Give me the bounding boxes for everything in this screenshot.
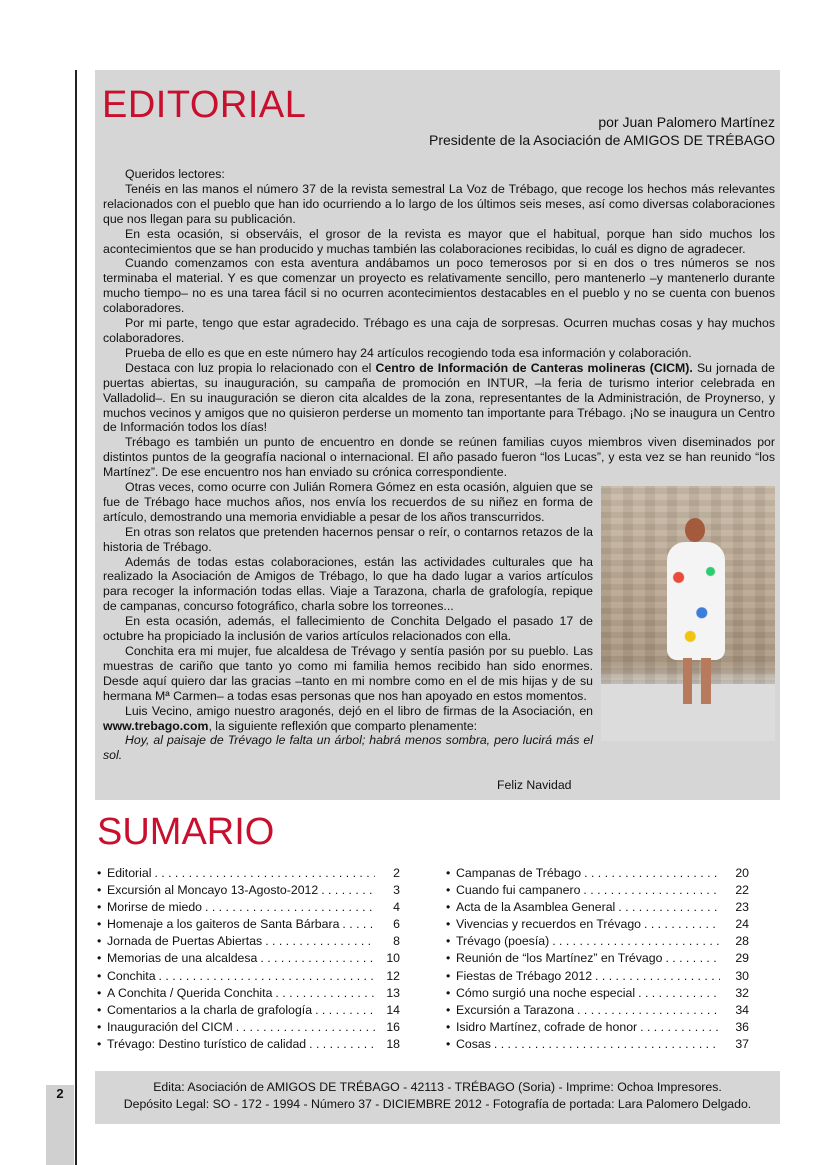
bullet-icon: • bbox=[446, 985, 451, 1000]
toc-entry-label: Memorias de una alcaldesa bbox=[107, 951, 258, 966]
toc-entry-label: Homenaje a los gaiteros de Santa Bárbara bbox=[107, 917, 340, 932]
bullet-icon: • bbox=[446, 1002, 451, 1017]
toc-entry-page: 30 bbox=[735, 968, 749, 983]
website-link[interactable]: www.trebago.com bbox=[103, 718, 209, 733]
toc-leader-dots bbox=[154, 866, 375, 880]
toc-entry[interactable] bbox=[97, 951, 400, 968]
greeting: Queridos lectores: bbox=[125, 167, 225, 181]
toc-entry[interactable] bbox=[97, 883, 400, 900]
toc-entry-page: 29 bbox=[735, 951, 749, 966]
toc-entry-page: 12 bbox=[386, 968, 400, 983]
toc-entry-label: Cuando fui campanero bbox=[456, 883, 581, 898]
toc-entry[interactable] bbox=[446, 951, 749, 968]
toc-leader-dots bbox=[595, 969, 720, 983]
paragraph: Cuando comenzamos con esta aventura andábamos un poco temerosos por si en dos o tres números se nos terminaba el material. Y es que comenzar un proyecto es relativamente sencillo, pero mantenerlo –y mantenerlo durante mucho tiempo– no es una tarea fácil si no ocurren acontecimientos destacables en el pueblo y no se cuenta con buenos colaboradores. bbox=[103, 256, 775, 316]
toc-leader-dots bbox=[159, 969, 375, 983]
toc-leader-dots bbox=[644, 917, 720, 931]
toc-leader-dots bbox=[640, 1020, 720, 1034]
toc-entry-label: Trévago (poesía) bbox=[456, 934, 550, 949]
bullet-icon: • bbox=[97, 985, 102, 1000]
toc-entry-label: Conchita bbox=[107, 968, 156, 983]
toc-entry-page: 14 bbox=[386, 1002, 400, 1017]
paragraph: En esta ocasión, además, el fallecimiento de Conchita Delgado el pasado 17 de octubre ha propiciado la inclusión de varios artículos relacionados con ella. bbox=[103, 614, 593, 644]
toc-entry-page: 32 bbox=[735, 985, 749, 1000]
bullet-icon: • bbox=[446, 866, 451, 880]
toc-entry-page: 4 bbox=[393, 900, 400, 915]
paragraph: En esta ocasión, si observáis, el grosor de la revista es mayor que el habitual, porque han sido muchos los acontecimientos que se han producido y muchas también las colaboraciones recibidas, lo cuál es digno de agradecer. bbox=[103, 226, 775, 256]
closing-greeting: Feliz Navidad bbox=[497, 778, 572, 792]
toc-left-column bbox=[97, 866, 400, 1054]
toc-entry-label: Acta de la Asamblea General bbox=[456, 900, 616, 915]
toc-leader-dots bbox=[321, 883, 375, 897]
toc-entry-page: 36 bbox=[735, 1019, 749, 1034]
bullet-icon: • bbox=[446, 900, 451, 915]
paragraph: En otras son relatos que pretenden hacernos pensar o reír, o contarnos retazos de la historia de Trébago. bbox=[103, 524, 593, 554]
toc-entry-label: A Conchita / Querida Conchita bbox=[107, 985, 273, 1000]
bullet-icon: • bbox=[446, 1036, 451, 1051]
editorial-byline bbox=[429, 113, 775, 149]
toc-entry[interactable] bbox=[97, 900, 400, 917]
bullet-icon: • bbox=[446, 934, 451, 949]
toc-entry[interactable] bbox=[97, 934, 400, 951]
paragraph-cicm bbox=[103, 361, 775, 436]
toc-entry[interactable] bbox=[446, 1037, 749, 1054]
paragraph: Por mi parte, tengo que estar agradecido. Trébago es una caja de sorpresas. Ocurren muchas cosas y hay muchos colaboradores. bbox=[103, 316, 775, 345]
bullet-icon: • bbox=[97, 968, 102, 983]
bullet-icon: • bbox=[446, 883, 451, 898]
toc-entry-page: 6 bbox=[393, 917, 400, 932]
bullet-icon: • bbox=[97, 1019, 102, 1034]
paragraph: Otras veces, como ocurre con Julián Romera Gómez en esta ocasión, alguien que se fue de Trébago hace muchos años, nos envía los recuerdos de su niñez en forma de artículo, demostrando una memoria envidiable a pesar de los años transcurridos. bbox=[103, 480, 593, 524]
toc-entry-label: Morirse de miedo bbox=[107, 900, 202, 915]
cicm-name: Centro de Información de Canteras molineras (CICM). bbox=[375, 360, 693, 375]
toc-entry[interactable] bbox=[446, 866, 749, 883]
toc-entry-label: Isidro Martínez, cofrade de honor bbox=[456, 1019, 638, 1034]
toc-right-column bbox=[446, 866, 749, 1054]
bullet-icon: • bbox=[97, 1036, 102, 1051]
bullet-icon: • bbox=[97, 900, 102, 915]
toc-leader-dots bbox=[494, 1037, 720, 1051]
bullet-icon: • bbox=[446, 917, 451, 932]
toc-entry-page: 37 bbox=[735, 1036, 749, 1051]
toc-leader-dots bbox=[265, 934, 375, 948]
toc-leader-dots bbox=[260, 951, 375, 965]
vertical-rule bbox=[75, 70, 77, 1165]
toc-leader-dots bbox=[584, 866, 720, 880]
toc-entry-label: Cómo surgió una noche especial bbox=[456, 985, 636, 1000]
toc-entry-label: Vivencias y recuerdos en Trévago bbox=[456, 917, 642, 932]
toc-entry-label: Reunión de “los Martínez” en Trévago bbox=[456, 951, 663, 966]
toc-entry-page: 8 bbox=[393, 934, 400, 949]
luis-text-after: , la siguiente reflexión que comparto plenamente: bbox=[208, 718, 478, 733]
toc-leader-dots bbox=[552, 934, 720, 948]
footer-line-legal: Depósito Legal: SO - 172 - 1994 - Número 37 - DICIEMBRE 2012 - Fotografía de portada: Lara Palomero Delgado. bbox=[123, 1097, 752, 1111]
toc-entry[interactable] bbox=[97, 1037, 400, 1054]
toc-leader-dots bbox=[342, 917, 375, 931]
toc-entry-label: Comentarios a la charla de grafología bbox=[107, 1002, 313, 1017]
toc-leader-dots bbox=[315, 1003, 375, 1017]
toc-entry-page: 3 bbox=[393, 883, 400, 898]
toc-entry-label: Excursión al Moncayo 13-Agosto-2012 bbox=[107, 883, 319, 898]
toc-entry-page: 16 bbox=[386, 1019, 400, 1034]
toc-entry-label: Editorial bbox=[107, 866, 152, 880]
toc-leader-dots bbox=[583, 883, 720, 897]
author-role: Presidente de la Asociación de AMIGOS DE TRÉBAGO bbox=[428, 132, 775, 148]
floral-dress bbox=[667, 542, 725, 660]
toc-entry[interactable] bbox=[97, 1020, 400, 1037]
toc-entry[interactable] bbox=[97, 917, 400, 934]
toc-entry-label: Trévago: Destino turístico de calidad bbox=[107, 1036, 307, 1051]
quote: Hoy, al paisaje de Trévago le falta un árbol; habrá menos sombra, pero lucirá más el sol. bbox=[103, 733, 593, 763]
paragraph: Conchita era mi mujer, fue alcaldesa de Trévago y sentía pasión por su pueblo. Las muestras de cariño que tanto yo como mi familia hemos recibido han sido enormes. Desde aquí quiero dar las gracias –tanto en mi nombre como en el de mis hijas y de su hermana Mª Carmen– a todas esas personas que nos han apoyado en estos momentos. bbox=[103, 644, 593, 703]
photo-woman-portrait bbox=[601, 486, 775, 741]
editorial-body bbox=[103, 167, 775, 763]
toc-entry-page: 28 bbox=[735, 934, 749, 949]
cicm-text-after: Su jornada de puertas abiertas, su inauguración, su campaña de promoción en INTUR, –la feria de turismo interior celebrada en Valladolid–. En su inauguración se dieron cita alcaldes de la zona, representantes de la Administración, de Proynerso, y muchos vecinos y amigos que no quisieron perderse un momento tan importante para Trébago. ¡No se inaugura un Centro de Información todos los días! bbox=[103, 360, 775, 435]
paragraph: Trébago es también un punto de encuentro en donde se reúnen familias cuyos miembros viven diseminados por distintos puntos de la geografía nacional o internacional. El año pasado fueron “los Lucas”, y esta vez se han reunido “los Martínez”. De ese encuentro nos han enviado su crónica correspondiente. bbox=[103, 435, 775, 480]
toc-leader-dots bbox=[577, 1003, 720, 1017]
bullet-icon: • bbox=[97, 883, 102, 898]
bullet-icon: • bbox=[97, 866, 102, 880]
toc-entry[interactable] bbox=[446, 917, 749, 934]
luis-text-before: Luis Vecino, amigo nuestro aragonés, dejó en el libro de firmas de la Asociación, en bbox=[125, 703, 593, 718]
toc-entry[interactable] bbox=[446, 883, 749, 900]
toc-entry-page: 24 bbox=[735, 917, 749, 932]
toc-leader-dots bbox=[638, 986, 720, 1000]
bullet-icon: • bbox=[97, 1002, 102, 1017]
toc-leader-dots bbox=[618, 900, 720, 914]
footer-credits bbox=[95, 1079, 780, 1113]
editorial-title: EDITORIAL bbox=[102, 84, 307, 126]
toc-entry[interactable] bbox=[97, 986, 400, 1003]
toc-leader-dots bbox=[236, 1020, 375, 1034]
toc-entry[interactable] bbox=[446, 900, 749, 917]
footer-line-publisher: Edita: Asociación de AMIGOS DE TRÉBAGO - 42113 - TRÉBAGO (Soria) - Imprime: Ochoa Impresores. bbox=[153, 1080, 722, 1094]
bullet-icon: • bbox=[97, 951, 102, 966]
bullet-icon: • bbox=[97, 917, 102, 932]
toc-entry[interactable] bbox=[446, 1003, 749, 1020]
bullet-icon: • bbox=[446, 951, 451, 966]
toc-entry-label: Campanas de Trébago bbox=[456, 866, 582, 880]
paragraph: Prueba de ello es que en este número hay 24 artículos recogiendo toda esa información y colaboración. bbox=[125, 345, 692, 360]
toc-leader-dots bbox=[205, 900, 375, 914]
toc-entry[interactable] bbox=[446, 986, 749, 1003]
toc-entry-page: 18 bbox=[386, 1036, 400, 1051]
paragraph: Tenéis en las manos el número 37 de la revista semestral La Voz de Trébago, que recoge los hechos más relevantes relacionados con el pueblo que han ido ocurriendo a lo largo de los últimos seis meses, así como diversas colaboraciones que nos llegan para su publicación. bbox=[103, 181, 775, 226]
toc-entry-page: 10 bbox=[386, 951, 400, 966]
toc-entry-label: Excursión a Tarazona bbox=[456, 1002, 575, 1017]
cicm-text-before: Destaca con luz propia lo relacionado con el bbox=[125, 360, 376, 375]
toc-entry-label: Cosas bbox=[456, 1036, 491, 1051]
bullet-icon: • bbox=[446, 968, 451, 983]
toc-entry[interactable] bbox=[446, 934, 749, 951]
toc-entry-page: 2 bbox=[393, 866, 400, 880]
toc-entry[interactable] bbox=[97, 969, 400, 986]
person-legs bbox=[683, 658, 711, 704]
toc-entry-page: 13 bbox=[386, 985, 400, 1000]
bullet-icon: • bbox=[97, 934, 102, 949]
toc-entry[interactable] bbox=[446, 1020, 749, 1037]
toc-entry-page: 34 bbox=[735, 1002, 749, 1017]
toc-entry-label: Inauguración del CICM bbox=[107, 1019, 233, 1034]
toc-entry-label: Fiestas de Trébago 2012 bbox=[456, 968, 593, 983]
toc-leader-dots bbox=[665, 951, 720, 965]
page-number: 2 bbox=[56, 1086, 64, 1101]
toc-entry[interactable] bbox=[97, 1003, 400, 1020]
toc-entry-page: 22 bbox=[735, 883, 749, 898]
paragraph: Además de todas estas colaboraciones, están las actividades culturales que ha realizado la Asociación de Amigos de Trébago, lo que ha dado lugar a varios artículos para recoger la información todas ellas. Viaje a Tarazona, charla de grafología, repique de campanas, concurso fotográfico, charla sobre los torreones... bbox=[103, 554, 593, 614]
bullet-icon: • bbox=[446, 1019, 451, 1034]
toc-leader-dots bbox=[309, 1037, 375, 1051]
toc-leader-dots bbox=[275, 986, 375, 1000]
toc-entry-label: Jornada de Puertas Abiertas bbox=[107, 934, 263, 949]
author-name: por Juan Palomero Martínez bbox=[598, 114, 775, 130]
toc-entry[interactable] bbox=[446, 969, 749, 986]
toc-entry[interactable] bbox=[97, 866, 400, 883]
toc-entry-page: 20 bbox=[735, 866, 749, 880]
toc-entry-page: 23 bbox=[735, 900, 749, 915]
person-head bbox=[685, 518, 705, 542]
sumario-title: SUMARIO bbox=[97, 811, 275, 853]
